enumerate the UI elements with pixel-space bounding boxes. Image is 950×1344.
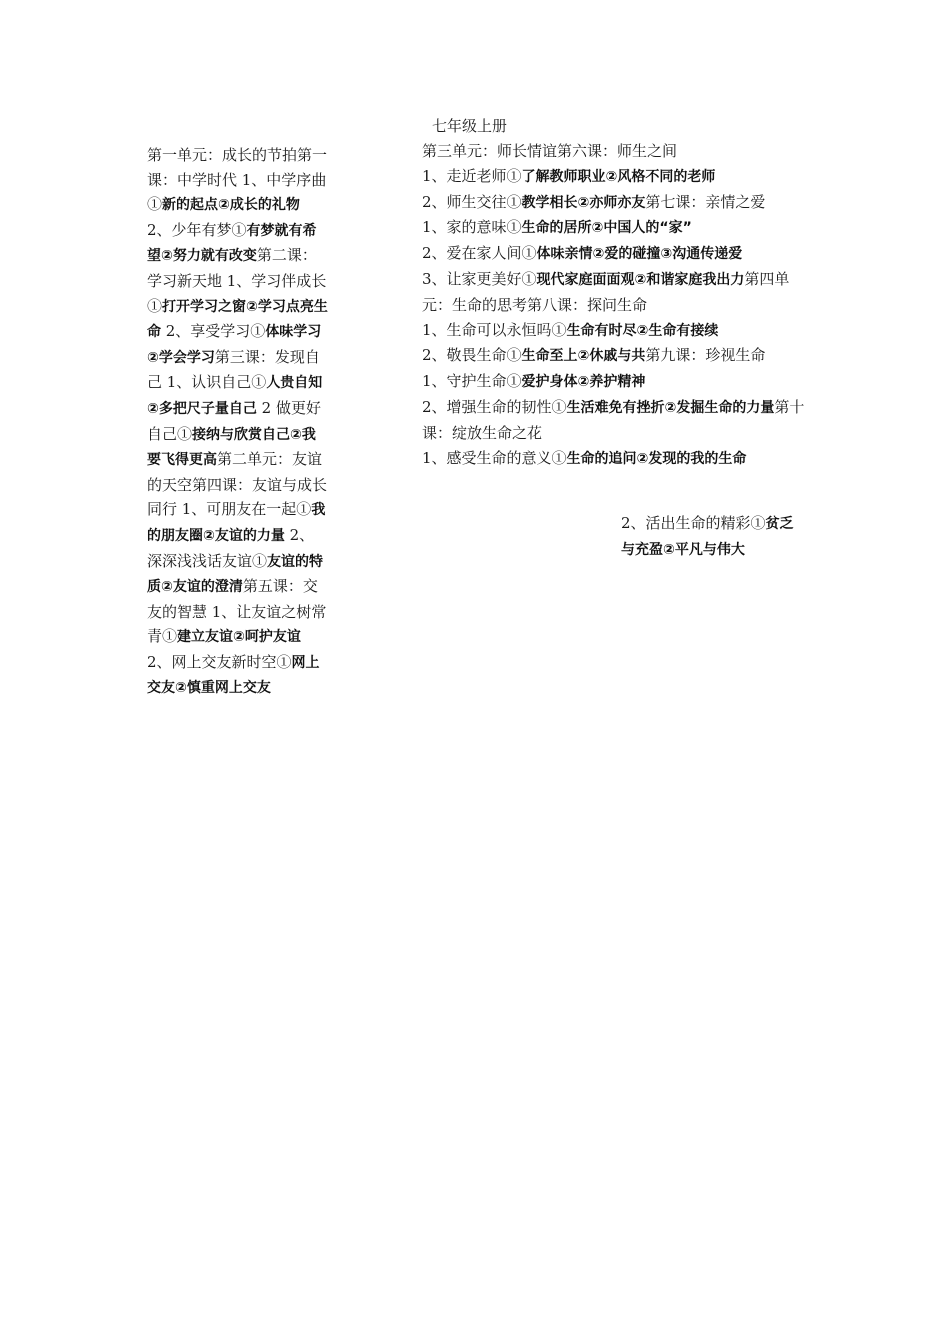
emphasized-text: 体味亲情②爱的碰撞③沟通传递爱 [536, 246, 743, 263]
paragraph [422, 318, 814, 344]
paragraph [422, 164, 814, 190]
text-segment: 第九课：珍视生命 [645, 346, 766, 365]
emphasized-text: 生命的追问②发现的我的生命 [566, 450, 747, 467]
paragraph [422, 139, 814, 164]
text-segment: 第四单元：生命的思考第八课：探问生命 [422, 269, 790, 314]
emphasized-text: 新的起点②成长的礼物 [162, 197, 300, 214]
text-segment: 2、少年有梦① [147, 220, 247, 239]
tail-paragraph [621, 511, 803, 563]
text-segment: 3、让家更美好① [422, 269, 537, 288]
emphasized-text: 体味学习②学会学习 [147, 324, 322, 366]
emphasized-text: 我的朋友圈②友谊的力量 [147, 502, 326, 544]
emphasized-text: 打开学习之窗②学习点亮生命 [147, 298, 328, 341]
paragraph [422, 215, 814, 241]
emphasized-text: 生命有时尽②生命有接续 [566, 322, 719, 339]
text-segment: 2、爱在家人间① [422, 244, 537, 263]
text-segment: 第十课：绽放生命之花 [422, 397, 805, 442]
emphasized-text: 现代家庭面面观②和谐家庭我出力 [536, 271, 745, 288]
emphasized-text: 网上交友②慎重网上交友 [147, 654, 320, 697]
emphasized-text: 教学相长②亦师亦友 [521, 194, 646, 211]
right-column-text [422, 139, 814, 471]
text-segment: 2 做更好自己① [147, 398, 321, 443]
paragraph [422, 395, 814, 446]
text-segment: 2、敬畏生命① [422, 346, 522, 365]
text-segment: 2、师生交往① [422, 192, 522, 211]
left-column-text [147, 143, 329, 701]
text-segment: 2、享受学习① [161, 322, 266, 341]
text-segment: 第三单元：师长情谊第六课：师生之间 [422, 142, 678, 160]
emphasized-text: 有梦就有希望②努力就有改变 [147, 222, 317, 265]
paragraph [422, 241, 814, 267]
text-segment: 第二单元：友谊的天空第四课：友谊与成长同行 1、可朋友在一起① [147, 450, 328, 519]
emphasized-text: 了解教师职业②风格不同的老师 [521, 168, 716, 185]
text-segment: 1、生命可以永恒吗① [422, 320, 567, 339]
emphasized-text: 友谊的特质②友谊的澄清 [147, 553, 324, 596]
paragraph [422, 267, 814, 318]
text-segment: 第七课：亲情之爱 [645, 192, 766, 211]
document-title: 七年级上册 [432, 117, 508, 135]
emphasized-text: 人贵自知②多把尺子量自己 [147, 375, 323, 417]
text-segment: 第二课：学习新天地 1、学习伴成长① [147, 246, 327, 315]
text-segment: 2、网上交友新时空① [147, 652, 292, 671]
text-segment: 第三课：发现自己 1、认识自己① [147, 347, 320, 392]
text-segment: 第五课：交友的智慧 1、让友谊之树常青① [147, 577, 327, 646]
emphasized-text: 贫乏与充盈②平凡与伟大 [621, 516, 794, 558]
emphasized-text: 生命至上②休戚与共 [521, 348, 646, 365]
text-segment: 第一单元：成长的节拍第一课：中学时代 1、中学序曲① [147, 146, 328, 214]
paragraph [422, 343, 814, 369]
emphasized-text: 爱护身体②养护精神 [521, 374, 646, 391]
emphasized-text: 生活难免有挫折②发掘生命的力量 [566, 399, 775, 416]
text-segment: 2、活出生命的精彩① [621, 514, 766, 532]
emphasized-text: 接纳与欣赏自己②我要飞得更高 [147, 426, 316, 469]
emphasized-text: 生命的居所②中国人的“家” [521, 220, 692, 237]
text-segment: 2、增强生命的韧性① [422, 397, 567, 416]
paragraph [422, 369, 814, 395]
paragraph [422, 190, 814, 216]
text-segment: 1、家的意味① [422, 218, 522, 237]
text-segment: 2、深深浅浅话友谊① [147, 525, 315, 570]
text-segment: 1、走近老师① [422, 166, 522, 185]
text-segment: 1、感受生命的意义① [422, 448, 567, 467]
emphasized-text: 建立友谊②呵护友谊 [177, 629, 301, 646]
text-segment: 1、守护生命① [422, 372, 522, 391]
paragraph [422, 446, 814, 472]
